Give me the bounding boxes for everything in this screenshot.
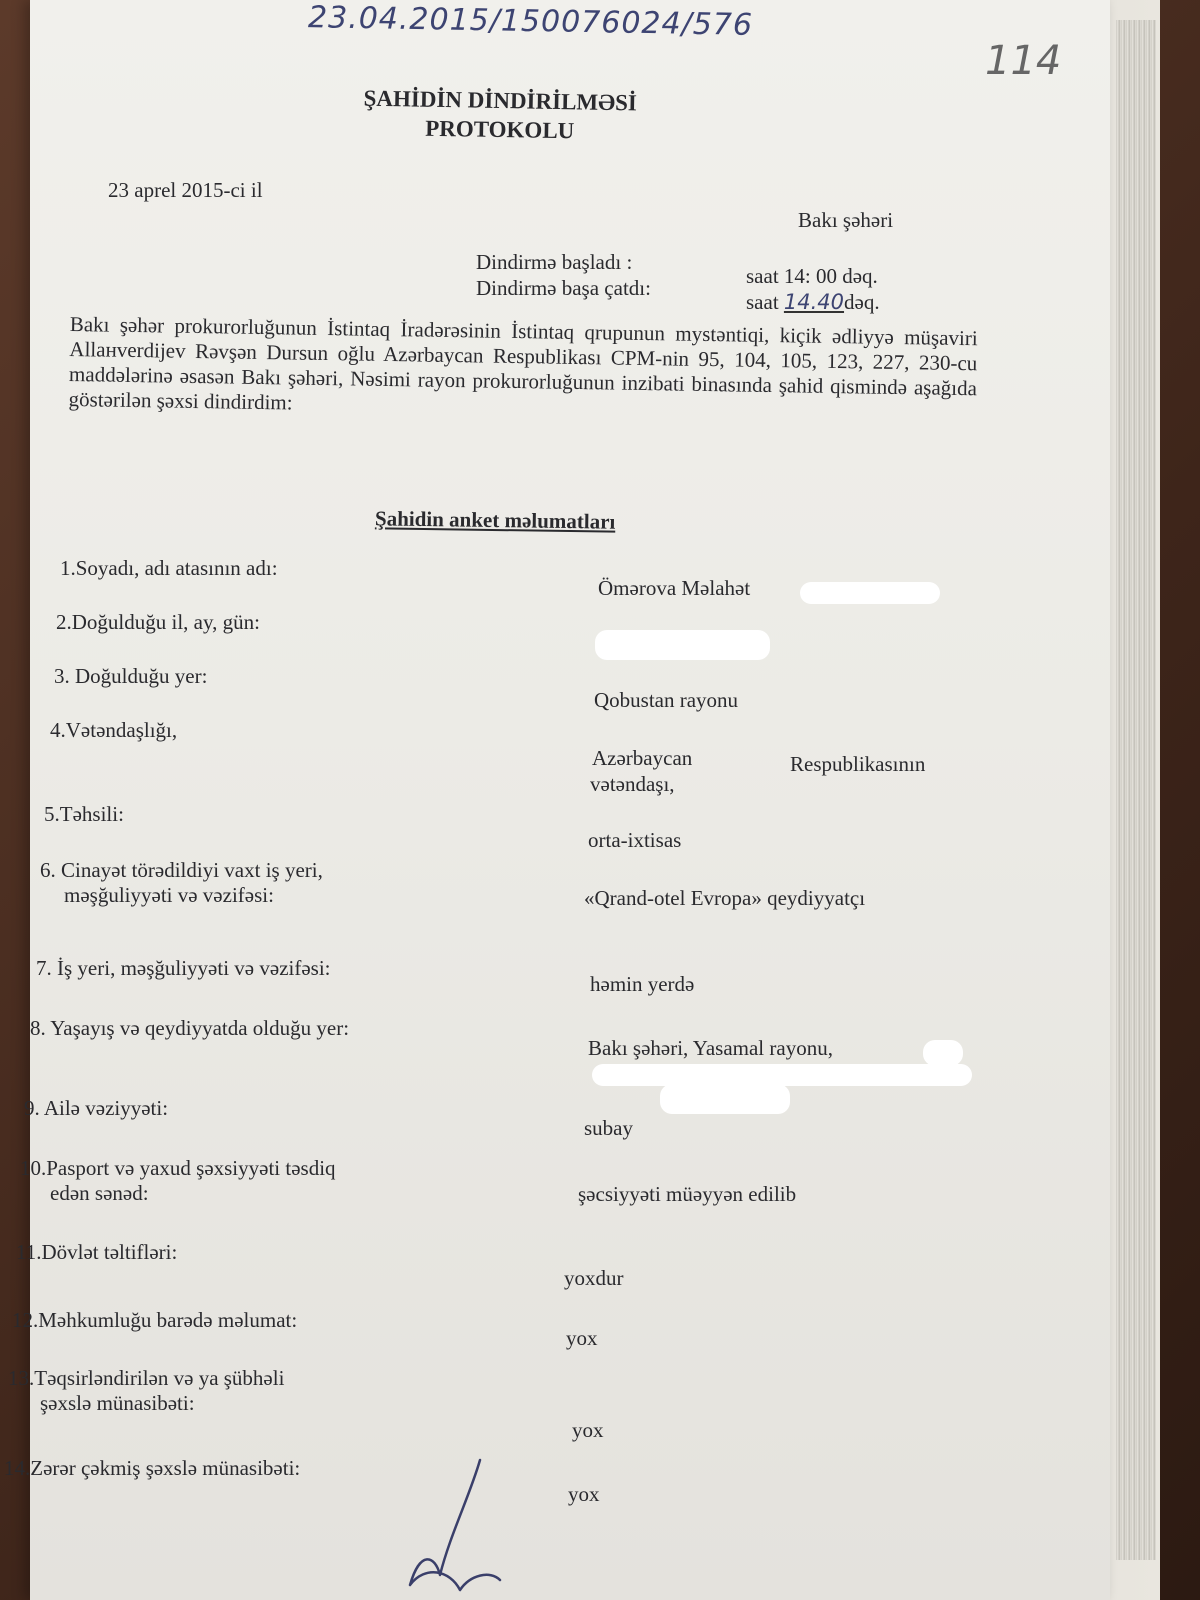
field-7-label: 7. İş yeri, məşğuliyyəti və vəzifəsi: (36, 956, 331, 980)
field-3-label: 3. Doğulduğu yer: (54, 664, 208, 688)
field-13-label-line2: şəxslə münasibəti: (40, 1391, 195, 1415)
field-8-value: Bakı şəhəri, Yasamal rayonu, (588, 1036, 833, 1060)
field-13-label (8, 1366, 284, 1416)
field-9-value: subay (584, 1116, 633, 1140)
field-10-label-line1: 10.Pasport və yaxud şəxsiyyəti təsdiq (20, 1156, 336, 1180)
redaction-mark (592, 1064, 972, 1086)
field-13-value: yox (572, 1418, 604, 1442)
redaction-mark (923, 1040, 963, 1066)
field-10-value: şəcsiyyəti müəyyən edilib (578, 1182, 797, 1206)
document-title (250, 82, 751, 149)
field-5-value: orta-ixtisas (588, 828, 682, 852)
field-11-value: yoxdur (564, 1266, 624, 1290)
intro-paragraph: Bakı şəhər prokurorluğunun İstintaq İradərəsinin İstintaq qrupunun mystəntiqi, kiçik ədliyyə müşaviri Allaнverdijev Rəvşən Dursun oğlu Azərbaycan Respublikası CPM-nin 95, 104, 105, 123, 227, 230-cu maddələrinə əsasən Bakı şəhəri, Nəsimi rayon prokurorluğunun inzibati binasında şahid qismində aşağıda göstərilən şəxsi dindirdim: (68, 312, 978, 415)
signature-mark (380, 1455, 510, 1595)
end-time-prefix: saat (746, 290, 779, 314)
field-5-label: 5.Təhsili: (44, 802, 124, 826)
handwritten-reference: 23.04.2015/150076024/576 (307, 0, 754, 43)
start-time-label: Dindirmə başladı : (476, 250, 633, 274)
document-date: 23 aprel 2015-ci il (108, 178, 263, 202)
end-time-value (746, 290, 880, 315)
document-page (4, 0, 1110, 1600)
end-time-suffix: dəq. (844, 290, 880, 314)
field-1-label: 1.Soyadı, adı atasının adı: (60, 556, 278, 580)
field-6-label-line2: məşğuliyyəti və vəzifəsi: (64, 883, 274, 907)
redaction-mark (800, 582, 940, 604)
page-number: 114 (985, 38, 1062, 84)
field-14-value: yox (568, 1482, 600, 1506)
title-line-2: PROTOKOLU (424, 115, 575, 144)
field-3-value: Qobustan rayonu (594, 688, 739, 712)
end-time-handwritten: 14.40 (783, 290, 845, 314)
field-14-label: 14.Zərər çəkmiş şəxslə münasibəti: (4, 1456, 301, 1480)
field-6-label (40, 858, 323, 908)
start-time-value: saat 14: 00 dəq. (746, 264, 878, 288)
end-time-label: Dindirmə başa çatdı: (476, 276, 651, 300)
title-line-1: ŞAHİDİN DİNDİRİLMƏSİ (363, 85, 638, 116)
field-1-value: Ömərova Məlahət (598, 576, 751, 600)
field-6-label-line1: 6. Cinayət törədildiyi vaxt iş yeri, (40, 858, 323, 882)
field-2-label: 2.Doğulduğu il, ay, gün: (56, 610, 260, 634)
field-6-value: «Qrand-otel Evropa» qeydiyyatçı (584, 886, 866, 910)
field-4-value-part1: Azərbaycan (592, 746, 693, 770)
field-12-label: 12.Məhkumluğu barədə məlumat: (12, 1308, 298, 1332)
field-8-label: 8. Yaşayış və qeydiyyatda olduğu yer: (30, 1016, 350, 1040)
field-9-label: 9. Ailə vəziyyəti: (24, 1096, 169, 1120)
field-12-value: yox (566, 1326, 598, 1350)
redaction-mark (660, 1084, 790, 1114)
field-13-label-line1: 13.Təqsirləndirilən və ya şübhəli (8, 1366, 285, 1390)
field-4-value-part3: vətəndaşı, (590, 772, 675, 796)
field-7-value: həmin yerdə (590, 972, 695, 996)
document-city: Bakı şəhəri (798, 208, 894, 232)
field-10-label-line2: edən sənəd: (50, 1181, 149, 1205)
field-10-label (20, 1156, 336, 1206)
redaction-mark (595, 630, 770, 660)
page-edges (1116, 20, 1156, 1560)
field-4-label: 4.Vətəndaşlığı, (50, 718, 178, 742)
field-11-label: 11.Dövlət təltifləri: (16, 1240, 178, 1264)
field-4-value-part2: Respublikasının (790, 752, 926, 776)
section-title: Şahidin anket məlumatları (374, 506, 616, 534)
